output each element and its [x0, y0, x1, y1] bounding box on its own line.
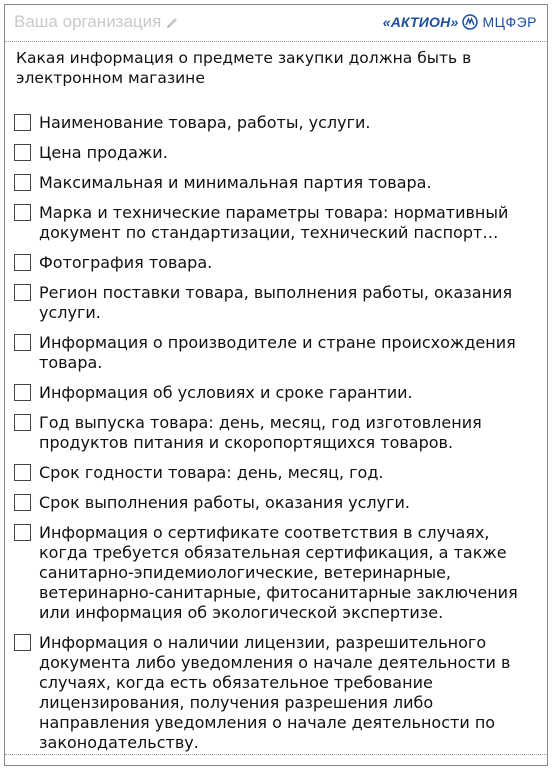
checklist-item[interactable] — [14, 113, 539, 133]
checklist-item[interactable] — [14, 463, 539, 483]
checklist-card — [4, 4, 548, 766]
checklist-item[interactable] — [14, 413, 539, 453]
checkbox[interactable] — [14, 334, 31, 351]
logo-aktion-text: «АКТИОН» — [382, 14, 459, 30]
checklist-item-label: Регион поставки товара, выполнения работы, оказания услуги. — [39, 283, 513, 322]
question-text: Какая информация о предмете закупки должна быть в электронном магазине — [16, 49, 472, 87]
organization-name-field[interactable] — [14, 12, 179, 32]
checklist-item-label: Цена продажи. — [39, 143, 168, 162]
checklist-item-label: Информация о сертификате соответствия в случаях, когда требуется обязательная сертификация, а также санитарно-эпидемиологические, ветеринарные, ветеринарно-санитарные, фитосанитарные заключения или информация об экологической экспертизе. — [39, 523, 518, 622]
checkbox[interactable] — [14, 114, 31, 131]
checkbox[interactable] — [14, 144, 31, 161]
checklist-item[interactable] — [14, 333, 539, 373]
logo-mcfer-text: МЦФЭР — [482, 14, 537, 30]
checkbox[interactable] — [14, 494, 31, 511]
checklist-item-label: Марка и технические параметры товара: нормативный документ по стандартизации, технический паспорт… — [39, 203, 509, 242]
checklist-item-label: Срок годности товара: день, месяц, год. — [39, 463, 384, 482]
checklist-item[interactable] — [14, 173, 539, 193]
checkbox[interactable] — [14, 174, 31, 191]
checklist-item[interactable] — [14, 143, 539, 163]
organization-name-label: Ваша организация — [14, 12, 162, 31]
checkbox[interactable] — [14, 524, 31, 541]
footer-divider — [5, 754, 547, 755]
checklist-item-label: Максимальная и минимальная партия товара. — [39, 173, 432, 192]
card-header — [5, 5, 547, 42]
checklist-item[interactable] — [14, 633, 539, 753]
checklist-item-label: Срок выполнения работы, оказания услуги. — [39, 493, 411, 512]
checklist-item-label: Год выпуска товара: день, месяц, год изготовления продуктов питания и скоропортящихся товаров. — [39, 413, 482, 452]
checkbox[interactable] — [14, 634, 31, 651]
logo-mark-icon — [462, 14, 478, 30]
checkbox[interactable] — [14, 254, 31, 271]
checkbox[interactable] — [14, 384, 31, 401]
checklist-item-label: Наименование товара, работы, услуги. — [39, 113, 371, 132]
checklist-item-label: Информация о производителе и стране происхождения товара. — [39, 333, 516, 372]
checkbox[interactable] — [14, 204, 31, 221]
options-list — [14, 105, 539, 753]
checklist-item-label: Фотография товара. — [39, 253, 213, 272]
checklist-item[interactable] — [14, 253, 539, 273]
checkbox[interactable] — [14, 284, 31, 301]
checklist-item[interactable] — [14, 383, 539, 403]
checklist-item[interactable] — [14, 203, 539, 243]
checklist-item[interactable] — [14, 493, 539, 513]
checklist-item[interactable] — [14, 283, 539, 323]
pencil-icon[interactable] — [165, 15, 179, 29]
checkbox[interactable] — [14, 414, 31, 431]
checklist-item[interactable] — [14, 523, 539, 623]
checklist-item-label: Информация об условиях и сроке гарантии. — [39, 383, 413, 402]
brand-logo — [383, 14, 537, 30]
checkbox[interactable] — [14, 464, 31, 481]
checklist-item-label: Информация о наличии лицензии, разрешительного документа либо уведомления о начале деятельности в случаях, когда есть обязательное требование лицензирования, получения разрешения либо направления уведомления о начале деятельности по законодательству. — [39, 633, 511, 752]
